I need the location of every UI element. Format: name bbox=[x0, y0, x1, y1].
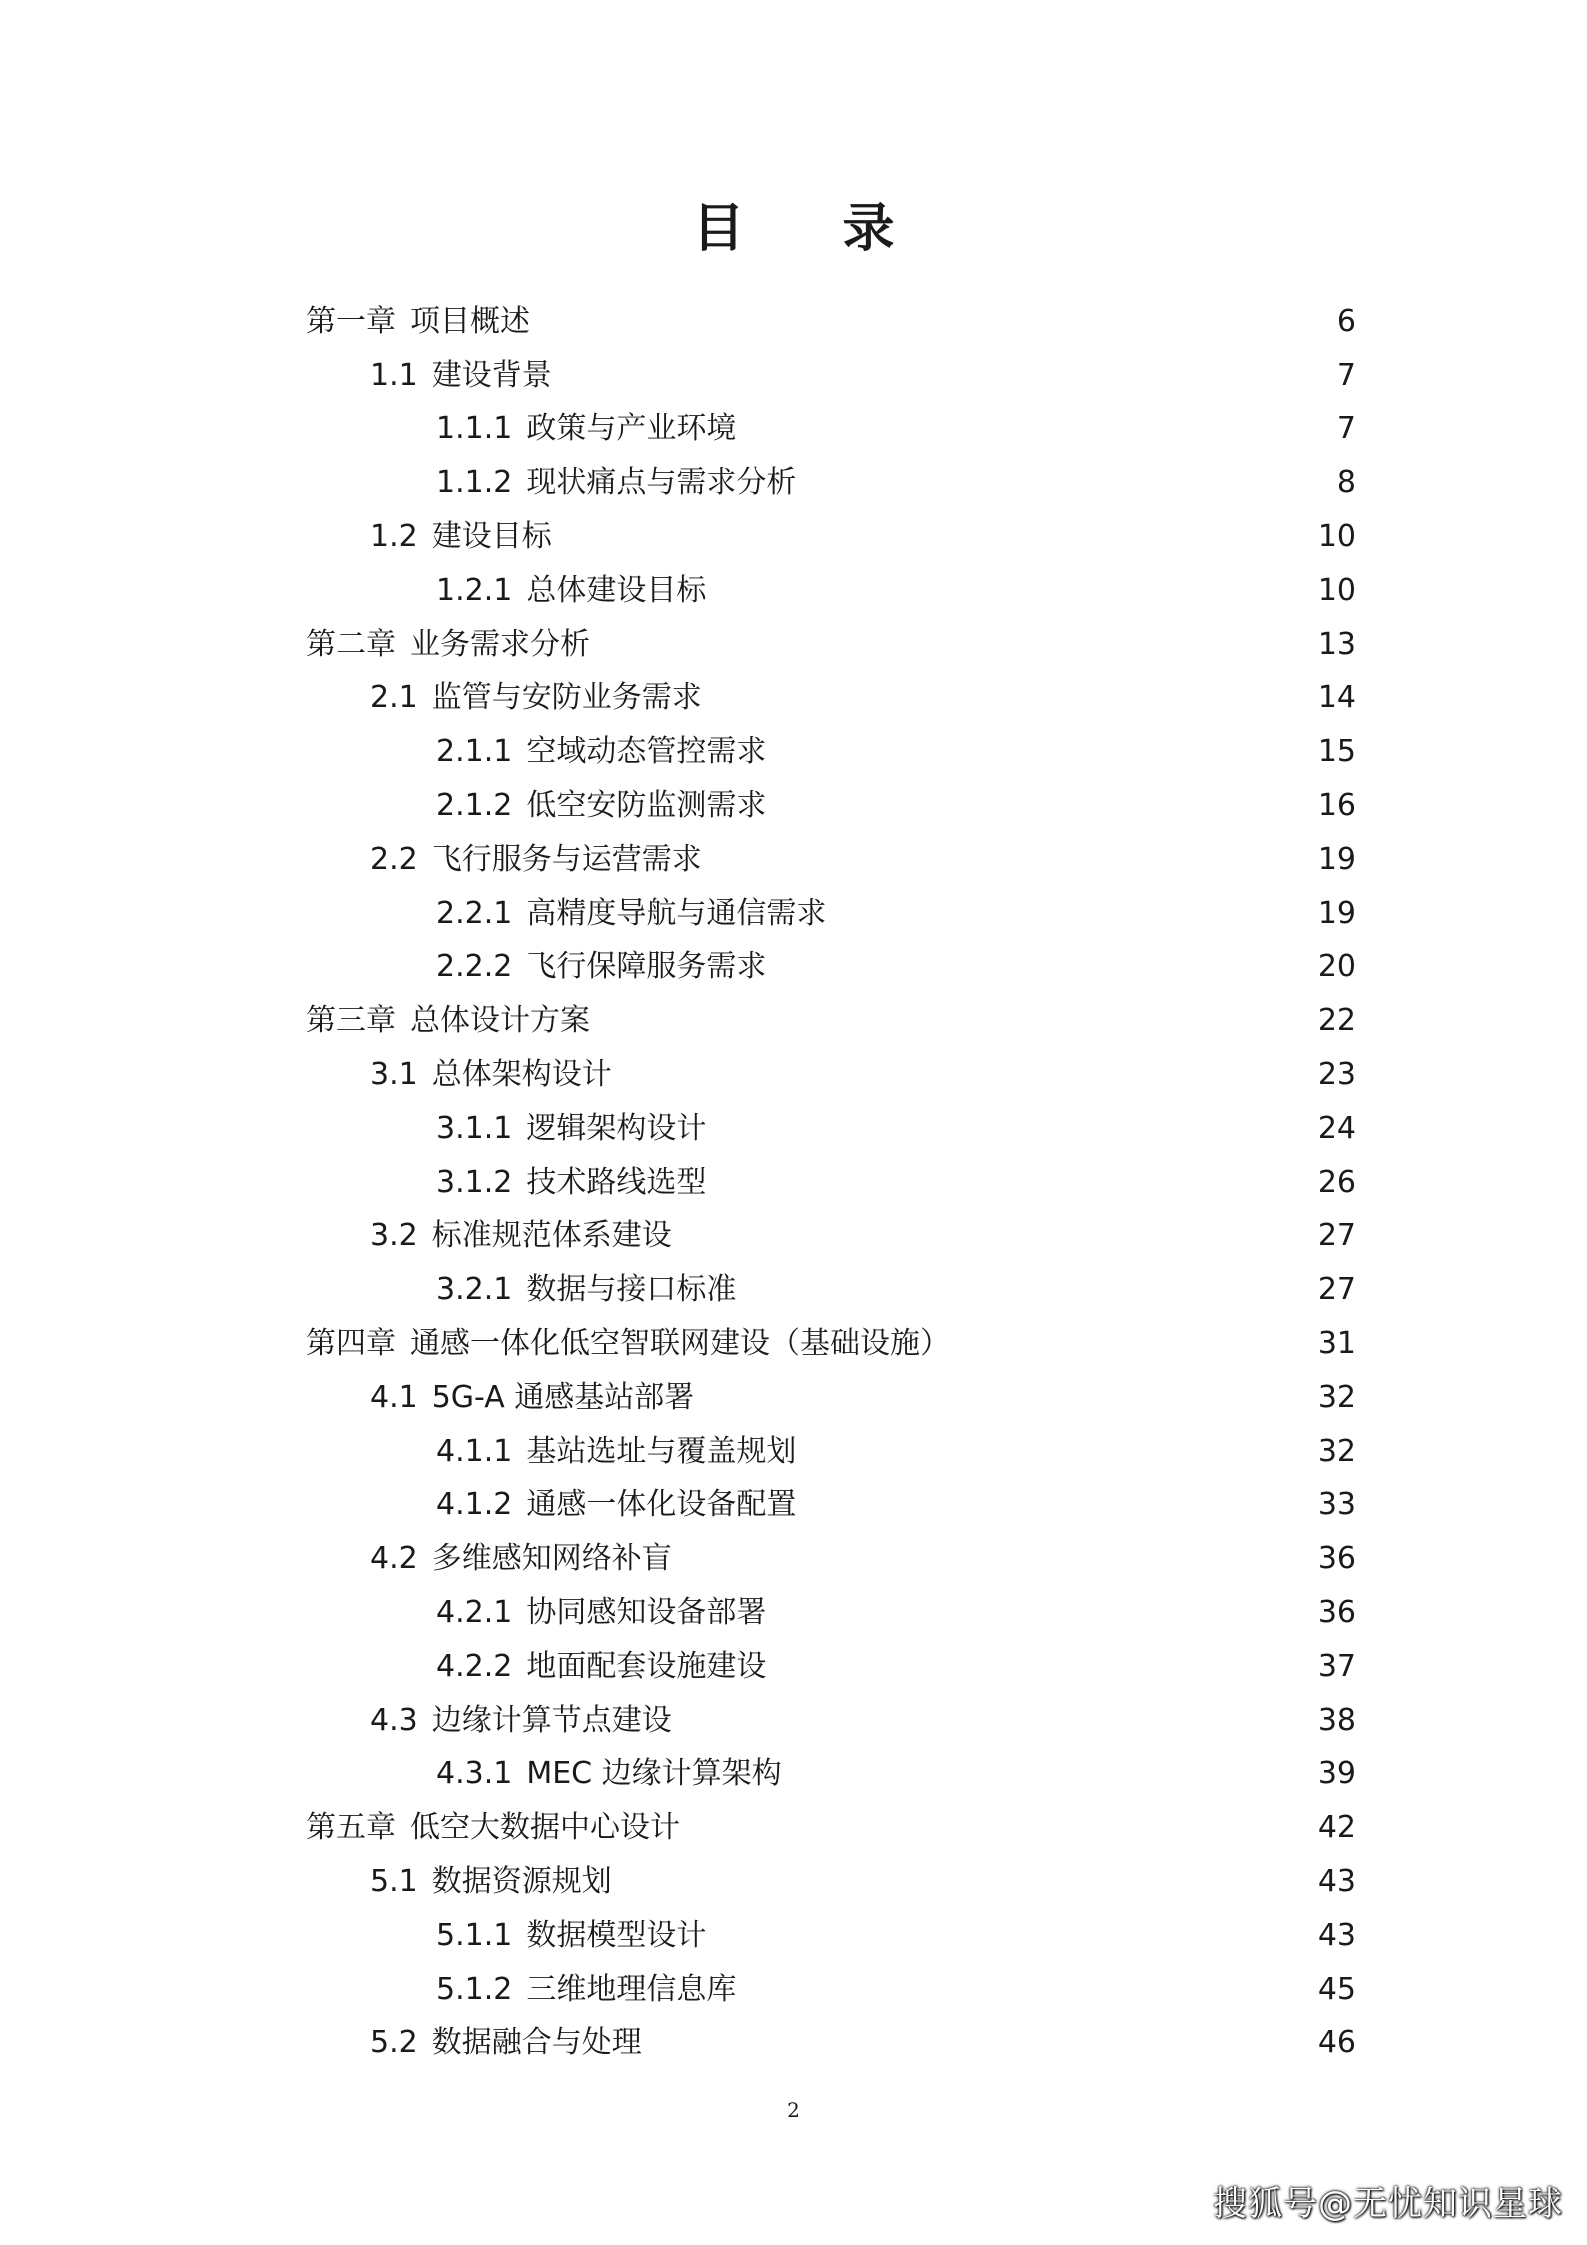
toc-entry-number: 2.1.2 bbox=[436, 788, 513, 824]
toc-entry-page: 42 bbox=[1317, 1810, 1356, 1846]
toc-entry-page: 23 bbox=[1317, 1057, 1356, 1093]
toc-dot-leader bbox=[562, 361, 1320, 391]
toc-entry[interactable] bbox=[306, 403, 1356, 457]
toc-entry-number: 4.3.1 bbox=[436, 1756, 513, 1792]
toc-entry[interactable] bbox=[306, 564, 1356, 618]
toc-entry[interactable] bbox=[306, 833, 1356, 887]
toc-dot-leader bbox=[652, 2028, 1312, 2058]
toc-entry-number: 2.2.1 bbox=[436, 895, 513, 931]
toc-entry-page: 10 bbox=[1317, 519, 1356, 555]
toc-entry[interactable] bbox=[306, 941, 1356, 995]
toc-dot-leader bbox=[622, 1060, 1312, 1090]
toc-dot-leader bbox=[836, 899, 1311, 929]
toc-entry[interactable] bbox=[306, 1586, 1356, 1640]
toc-entry[interactable] bbox=[306, 618, 1356, 672]
toc-dot-leader bbox=[776, 791, 1311, 821]
toc-entry-number: 4.1.1 bbox=[436, 1433, 513, 1469]
toc-entry-page: 39 bbox=[1317, 1756, 1356, 1792]
page-number: 2 bbox=[787, 2098, 800, 2122]
toc-entry-label: 基站选址与覆盖规划 bbox=[526, 1433, 797, 1469]
toc-dot-leader bbox=[682, 1221, 1312, 1251]
toc-dot-leader bbox=[704, 1383, 1312, 1413]
toc-dot-leader bbox=[792, 1759, 1312, 1789]
toc-entry-label: 通感一体化设备配置 bbox=[526, 1487, 797, 1523]
toc-dot-leader bbox=[562, 522, 1312, 552]
toc-entry[interactable] bbox=[306, 1048, 1356, 1102]
toc-entry-page: 7 bbox=[1336, 357, 1356, 393]
toc-entry-label: 5G-A 通感基站部署 bbox=[431, 1379, 695, 1415]
toc-entry-label: 多维感知网络补盲 bbox=[431, 1541, 672, 1577]
toc-entry-page: 19 bbox=[1317, 895, 1356, 931]
toc-entry-page: 27 bbox=[1317, 1218, 1356, 1254]
toc-entry[interactable] bbox=[306, 295, 1356, 349]
toc-entry[interactable] bbox=[306, 1748, 1356, 1802]
toc-entry-page: 7 bbox=[1336, 411, 1356, 447]
toc-entry-page: 19 bbox=[1317, 841, 1356, 877]
toc-entry-number: 1.2.1 bbox=[436, 572, 513, 608]
toc-entry-page: 6 bbox=[1336, 303, 1356, 339]
toc-dot-leader bbox=[806, 1490, 1311, 1520]
toc-entry-number: 1.1 bbox=[370, 357, 418, 393]
toc-entry[interactable] bbox=[306, 1963, 1356, 2017]
toc-entry-label: 低空大数据中心设计 bbox=[410, 1810, 680, 1846]
toc-entry-number: 4.1 bbox=[370, 1379, 418, 1415]
toc-entry[interactable] bbox=[306, 1263, 1356, 1317]
toc-entry-number: 第一章 bbox=[306, 303, 396, 339]
toc-entry-page: 16 bbox=[1317, 788, 1356, 824]
toc-entry-page: 20 bbox=[1317, 949, 1356, 985]
toc-entry-label: MEC 边缘计算架构 bbox=[526, 1756, 782, 1792]
toc-entry-page: 32 bbox=[1317, 1433, 1356, 1469]
toc-entry-label: 三维地理信息库 bbox=[526, 1971, 737, 2007]
toc-entry-label: 低空安防监测需求 bbox=[526, 788, 767, 824]
toc-entry-number: 4.2.2 bbox=[436, 1648, 513, 1684]
toc-dot-leader bbox=[716, 1114, 1311, 1144]
toc-entry[interactable] bbox=[306, 887, 1356, 941]
toc-entry-number: 5.1.2 bbox=[436, 1971, 513, 2007]
toc-entry-label: 数据融合与处理 bbox=[431, 2025, 642, 2061]
toc-entry-number: 3.1.2 bbox=[436, 1164, 513, 1200]
toc-entry-number: 3.2 bbox=[370, 1218, 418, 1254]
toc-entry-number: 第四章 bbox=[306, 1326, 396, 1362]
toc-dot-leader bbox=[716, 1921, 1311, 1951]
toc-entry-label: 总体架构设计 bbox=[431, 1057, 612, 1093]
toc-entry-number: 第二章 bbox=[306, 626, 396, 662]
toc-entry-label: 业务需求分析 bbox=[410, 626, 590, 662]
toc-entry-page: 32 bbox=[1317, 1379, 1356, 1415]
toc-entry-page: 22 bbox=[1317, 1003, 1356, 1039]
toc-entry-label: 逻辑架构设计 bbox=[526, 1110, 707, 1146]
toc-entry-page: 8 bbox=[1336, 465, 1356, 501]
toc-dot-leader bbox=[776, 1598, 1311, 1628]
toc-entry-number: 4.3 bbox=[370, 1702, 418, 1738]
toc-entry-label: 总体建设目标 bbox=[526, 572, 707, 608]
toc-entry-number: 4.1.2 bbox=[436, 1487, 513, 1523]
toc-entry[interactable] bbox=[306, 349, 1356, 403]
watermark: 搜狐号@无忧知识星球 bbox=[1213, 2184, 1563, 2224]
toc-entry[interactable] bbox=[306, 456, 1356, 510]
toc-entry[interactable] bbox=[306, 510, 1356, 564]
toc-entry[interactable] bbox=[306, 1371, 1356, 1425]
toc-entry-page: 46 bbox=[1317, 2025, 1356, 2061]
toc-dot-leader bbox=[716, 1168, 1311, 1198]
toc-entry[interactable] bbox=[306, 1532, 1356, 1586]
toc-entry-number: 5.1.1 bbox=[436, 1917, 513, 1953]
toc-entry[interactable] bbox=[306, 672, 1356, 726]
toc-entry-label: 项目概述 bbox=[410, 303, 530, 339]
toc-entry-page: 36 bbox=[1317, 1541, 1356, 1577]
toc-entry-label: 政策与产业环境 bbox=[526, 411, 737, 447]
toc-entry-label: 边缘计算节点建设 bbox=[431, 1702, 672, 1738]
toc-entry-number: 3.1 bbox=[370, 1057, 418, 1093]
toc-entry[interactable] bbox=[306, 1156, 1356, 1210]
toc-entry[interactable] bbox=[306, 1801, 1356, 1855]
toc-entry[interactable] bbox=[306, 1640, 1356, 1694]
toc-dot-leader bbox=[960, 1329, 1312, 1359]
toc-entry-page: 24 bbox=[1317, 1110, 1356, 1146]
toc-dot-leader bbox=[600, 630, 1312, 660]
toc-entry[interactable] bbox=[306, 1317, 1356, 1371]
toc-dot-leader bbox=[682, 1706, 1312, 1736]
toc-entry-page: 43 bbox=[1317, 1864, 1356, 1899]
toc-entry-label: 标准规范体系建设 bbox=[431, 1218, 672, 1254]
toc-entry-number: 1.1.1 bbox=[436, 411, 513, 447]
toc-entry-label: 总体设计方案 bbox=[410, 1003, 590, 1039]
toc-dot-leader bbox=[716, 576, 1311, 606]
toc-dot-leader bbox=[776, 1652, 1311, 1682]
toc-entry-number: 4.2 bbox=[370, 1541, 418, 1577]
toc-entry[interactable] bbox=[306, 779, 1356, 833]
toc-entry-number: 2.2 bbox=[370, 841, 418, 877]
toc-dot-leader bbox=[746, 1275, 1311, 1305]
toc-entry[interactable] bbox=[306, 1909, 1356, 1963]
toc-entry-page: 14 bbox=[1317, 680, 1356, 716]
toc-entry-page: 43 bbox=[1317, 1917, 1356, 1953]
toc-entry[interactable] bbox=[306, 1479, 1356, 1533]
toc-entry-page: 38 bbox=[1317, 1702, 1356, 1738]
toc-dot-leader bbox=[806, 1437, 1311, 1467]
toc-entry-label: 地面配套设施建设 bbox=[526, 1648, 767, 1684]
toc-dot-leader bbox=[682, 1544, 1312, 1574]
toc-entry[interactable] bbox=[306, 725, 1356, 779]
toc-dot-leader bbox=[806, 468, 1320, 498]
toc-entry[interactable] bbox=[306, 2017, 1356, 2071]
toc-entry-page: 10 bbox=[1317, 572, 1356, 608]
toc-entry-page: 15 bbox=[1317, 734, 1356, 770]
toc-entry-page: 31 bbox=[1317, 1326, 1356, 1362]
toc-entry-label: 监管与安防业务需求 bbox=[431, 680, 702, 716]
toc-dot-leader bbox=[690, 1813, 1312, 1843]
toc-entry[interactable] bbox=[306, 1102, 1356, 1156]
toc-dot-leader bbox=[746, 1975, 1311, 2005]
toc-entry[interactable] bbox=[306, 1210, 1356, 1264]
toc-entry-number: 1.2 bbox=[370, 519, 418, 555]
toc-entry[interactable] bbox=[306, 1425, 1356, 1479]
toc-entry-page: 45 bbox=[1317, 1971, 1356, 2007]
toc-entry-number: 5.1 bbox=[370, 1864, 418, 1899]
toc-entry-label: 空域动态管控需求 bbox=[526, 734, 767, 770]
toc-dot-leader bbox=[712, 845, 1312, 875]
toc-dot-leader bbox=[776, 737, 1311, 767]
toc-entry[interactable] bbox=[306, 1694, 1356, 1748]
toc-entry-number: 3.1.1 bbox=[436, 1110, 513, 1146]
toc-dot-leader bbox=[540, 307, 1320, 337]
toc-entry-page: 13 bbox=[1317, 626, 1356, 662]
toc-entry-label: 数据模型设计 bbox=[526, 1917, 707, 1953]
toc-dot-leader bbox=[622, 1867, 1312, 1897]
toc-dot-leader bbox=[712, 683, 1312, 713]
toc-entry-label: 飞行服务与运营需求 bbox=[431, 841, 702, 877]
toc-entry-number: 2.2.2 bbox=[436, 949, 513, 985]
toc-entry-number: 1.1.2 bbox=[436, 465, 513, 501]
toc-entry-page: 27 bbox=[1317, 1272, 1356, 1308]
toc-entry-number: 3.2.1 bbox=[436, 1272, 513, 1308]
toc-entry-label: 数据资源规划 bbox=[431, 1864, 612, 1899]
toc-entry-label: 协同感知设备部署 bbox=[526, 1595, 767, 1631]
toc-entry-page: 37 bbox=[1317, 1648, 1356, 1684]
toc-entry-number: 2.1.1 bbox=[436, 734, 513, 770]
table-of-contents bbox=[306, 295, 1356, 2070]
toc-entry-page: 26 bbox=[1317, 1164, 1356, 1200]
toc-entry-label: 建设背景 bbox=[431, 357, 552, 393]
toc-entry-label: 飞行保障服务需求 bbox=[526, 949, 767, 985]
toc-entry-label: 技术路线选型 bbox=[526, 1164, 707, 1200]
toc-entry-label: 数据与接口标准 bbox=[526, 1272, 737, 1308]
toc-entry-label: 通感一体化低空智联网建设（基础设施） bbox=[410, 1326, 950, 1362]
toc-entry-label: 高精度导航与通信需求 bbox=[526, 895, 827, 931]
toc-dot-leader bbox=[776, 952, 1311, 982]
toc-entry-label: 现状痛点与需求分析 bbox=[526, 465, 797, 501]
toc-entry-page: 33 bbox=[1317, 1487, 1356, 1523]
toc-entry-number: 第五章 bbox=[306, 1810, 396, 1846]
toc-dot-leader bbox=[746, 414, 1320, 444]
toc-entry-label: 建设目标 bbox=[431, 519, 552, 555]
toc-entry-page: 36 bbox=[1317, 1595, 1356, 1631]
toc-entry-number: 第三章 bbox=[306, 1003, 396, 1039]
page-title: 目 录 bbox=[692, 199, 935, 259]
toc-entry[interactable] bbox=[306, 1855, 1356, 1909]
toc-entry-number: 5.2 bbox=[370, 2025, 418, 2061]
toc-dot-leader bbox=[600, 1006, 1312, 1036]
toc-entry-number: 2.1 bbox=[370, 680, 418, 716]
toc-entry[interactable] bbox=[306, 994, 1356, 1048]
toc-entry-number: 4.2.1 bbox=[436, 1595, 513, 1631]
